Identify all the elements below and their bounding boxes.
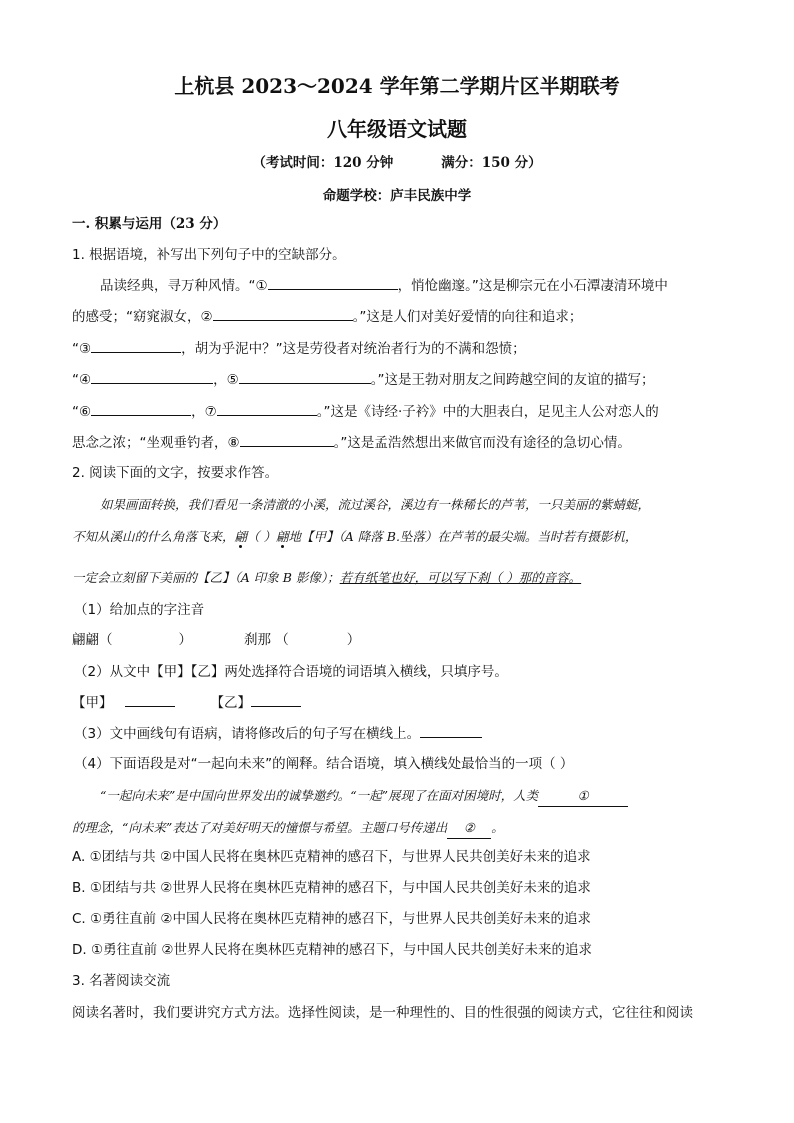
q2-sub-1: （1）给加点的字注音 — [74, 602, 205, 618]
option-a[interactable]: A. ①团结与共 ②中国人民将在奥林匹克精神的感召下，与世界人民共创美好未来的追求 — [72, 849, 591, 865]
answer-blank-5[interactable] — [239, 369, 371, 384]
q1-line-4: “④ ，⑤ 。”这是王勃对朋友之间跨越空间的友谊的描写； — [72, 369, 654, 390]
underlined-sentence: 若有纸笔也好，可以写下刹（ ）那的音容。 — [339, 570, 582, 585]
q2-passage-line-2: 不知从溪山的什么角落飞来，翩（ ）翩地【甲】（A 降落 B.坠落）在芦苇的最尖端。当时若有摄影机， — [72, 529, 638, 544]
full-score: 满分：150 分） — [441, 155, 542, 171]
answer-blank-1[interactable] — [268, 275, 398, 290]
q2-sub-4-passage-2: 的理念，“向未来”表达了对美好明天的憧憬与希望。主题口号传递出 ② 。 — [72, 818, 504, 839]
option-b[interactable]: B. ①团结与共 ②世界人民将在奥林匹克精神的感召下，与中国人民共创美好未来的追求 — [72, 880, 591, 896]
answer-blank-num-2[interactable]: ② — [447, 818, 491, 839]
q2-passage-line-1: 如果画面转换，我们看见一条清澈的小溪，流过溪谷，溪边有一株稀长的芦苇，一只美丽的紫蜻蜓， — [100, 497, 651, 512]
q1-line-1: 品读经典，寻万种风情。“① ，悄怆幽邃。”这是柳宗元在小石潭凄清环境中 — [100, 275, 668, 296]
q2-sub-2: （2）从文中【甲】【乙】两处选择符合语境的词语填入横线，只填序号。 — [74, 664, 508, 680]
answer-blank-2[interactable] — [213, 306, 353, 321]
q2-prompt: 2. 阅读下面的文字，按要求作答。 — [72, 465, 279, 481]
q2-sub-2-answers: 【甲】 【乙】 — [72, 692, 301, 713]
q1-line-6: 思念之浓；“坐观垂钓者，⑧ 。”这是孟浩然想出来做官而没有途径的急切心情。 — [72, 432, 631, 453]
q3-paragraph: 阅读名著时，我们要讲究方式方法。选择性阅读，是一种理性的、目的性很强的阅读方式，它往往和阅读 — [72, 1005, 693, 1021]
q2-sub-4: （4）下面语段是对“一起向未来”的阐释。结合语境，填入横线处最恰当的一项（ ） — [74, 756, 574, 772]
q3-prompt: 3. 名著阅读交流 — [72, 973, 171, 989]
answer-blank-6[interactable] — [91, 401, 191, 416]
q1-line-5: “⑥ ，⑦ 。”这是《诗经·子衿》中的大胆表白，足见主人公对恋人的 — [72, 401, 659, 422]
exam-title: 上杭县 2023～2024 学年第二学期片区半期联考 — [174, 74, 620, 98]
q2-sub-3: （3）文中画线句有语病，请将修改后的句子写在横线上。 — [74, 723, 482, 744]
q1-line-2: 的感受；“窈窕淑女，② 。”这是人们对美好爱情的向往和追求； — [72, 306, 582, 327]
option-c[interactable]: C. ①勇往直前 ②中国人民将在奥林匹克精神的感召下，与世界人民共创美好未来的追求 — [72, 911, 592, 927]
q2-sub-1-answers: 翩翩（ ） 刹那 （ ） — [72, 632, 361, 648]
q2-sub-4-passage-1: “一起向未来”是中国向世界发出的诚挚邀约。“一起”展现了在面对困境时，人类 ① — [100, 786, 628, 807]
exam-time: （考试时间：120 分钟 — [252, 155, 394, 171]
exam-school: 命题学校：庐丰民族中学 — [322, 188, 472, 204]
answer-blank-correction[interactable] — [420, 723, 482, 738]
answer-blank-8[interactable] — [240, 432, 334, 447]
option-d[interactable]: D. ①勇往直前 ②世界人民将在奥林匹克精神的感召下，与中国人民共创美好未来的追求 — [72, 942, 592, 958]
answer-blank-jia[interactable] — [125, 692, 175, 707]
exam-subtitle: 八年级语文试题 — [327, 117, 467, 141]
section-heading: 一. 积累与运用（23 分） — [72, 216, 227, 232]
answer-blank-7[interactable] — [217, 401, 317, 416]
answer-blank-4[interactable] — [91, 369, 213, 384]
answer-blank-3[interactable] — [91, 338, 181, 353]
answer-blank-yi[interactable] — [251, 692, 301, 707]
q2-passage-line-3: 一定会立刻留下美丽的【乙】（A 印象 B 影像）；若有纸笔也好，可以写下刹（ ）那的音容。 — [72, 570, 582, 585]
exam-meta — [0, 151, 794, 171]
answer-blank-num-1[interactable]: ① — [538, 786, 628, 807]
q1-prompt: 1. 根据语境，补写出下列句子中的空缺部分。 — [72, 247, 346, 263]
q1-line-3: “③ ，胡为乎泥中？”这是劳役者对统治者行为的不满和怨愤； — [72, 338, 526, 359]
